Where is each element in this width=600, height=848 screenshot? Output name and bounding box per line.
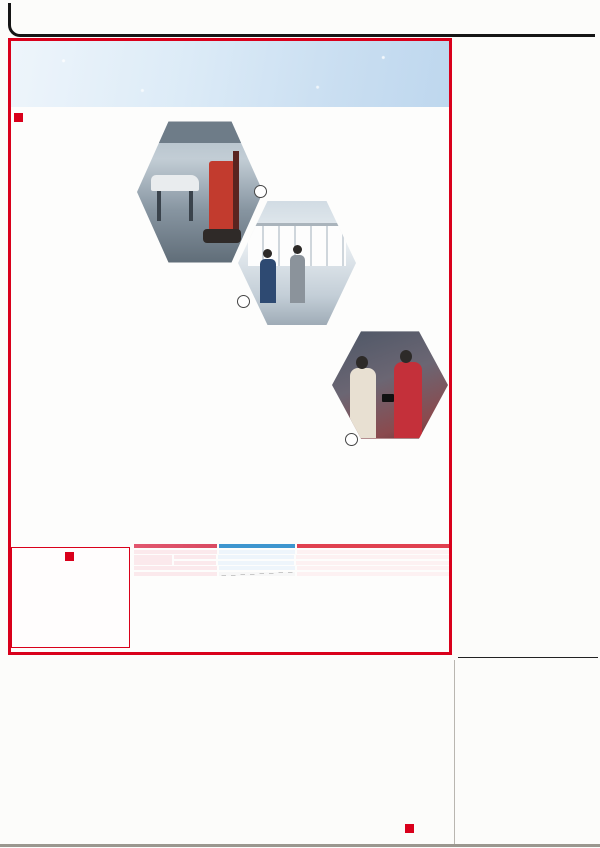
column4-top (333, 115, 445, 231)
cell-2024 (218, 561, 294, 565)
section2-body (134, 387, 255, 540)
peoples-daily-mark-icon (405, 824, 414, 833)
grants-col3-bottom (186, 770, 268, 848)
cell-category-merged (134, 555, 172, 565)
finance-article (458, 42, 598, 654)
photo2-number-badge (237, 295, 250, 308)
cell-2025 (297, 550, 449, 554)
grants-col2-top (94, 660, 176, 728)
forklift-shape (209, 161, 235, 233)
table-row (134, 572, 449, 576)
photo1-number-badge (254, 185, 267, 198)
header-2024 (219, 544, 295, 548)
clerk-head-shape2 (400, 350, 412, 363)
column-label-title (14, 113, 126, 123)
grants-col4-bottom (278, 770, 360, 848)
no-data-slash (219, 572, 295, 576)
section1-subhead (14, 268, 126, 296)
feature-intro (14, 151, 126, 255)
section1-body (14, 300, 126, 540)
cell-2025 (296, 555, 449, 559)
column-label (14, 113, 126, 126)
dual-right (172, 555, 449, 565)
lift-post-shape (157, 191, 161, 221)
cell-2025 (297, 572, 449, 576)
cell-2024 (219, 550, 295, 554)
shopper-head-shape (263, 249, 272, 258)
header-2025 (297, 544, 449, 548)
finance-body-narrow (458, 44, 530, 452)
clerk-red-vest-shape (394, 362, 422, 438)
grants-col3-top (186, 660, 268, 728)
peoples-daily-mark-icon (65, 552, 74, 561)
feature-hero (11, 41, 449, 107)
workshop-ceiling-shape (137, 117, 263, 143)
phone-shape (382, 394, 394, 402)
forklift-wheels-shape (203, 229, 241, 243)
table-header-row (134, 544, 449, 548)
feature-story-box (8, 38, 452, 655)
cell-2025 (297, 566, 449, 570)
cell-subcategory (174, 555, 216, 559)
swap-statistics-table (134, 541, 449, 649)
column2-stats (134, 271, 255, 343)
column3-mid (257, 333, 329, 415)
series-logo (370, 824, 452, 833)
section3-body (257, 459, 329, 537)
grants-col5-bottom (370, 770, 452, 822)
photo-phone-shop (332, 328, 448, 442)
grants-article (0, 660, 452, 848)
page-header (8, 3, 595, 37)
table-subrow (172, 555, 449, 559)
section3-subhead (257, 429, 329, 457)
cell-2024 (218, 555, 294, 559)
cell-subcategory (174, 561, 216, 565)
clerk-head-shape (293, 245, 302, 254)
grants-col2-bottom (94, 770, 176, 848)
grants-col4-top (278, 660, 360, 728)
cell-category (134, 550, 217, 554)
car-body-shape (151, 175, 199, 191)
clerk-grey-shape (290, 255, 305, 303)
header-category (134, 544, 217, 548)
cell-category (134, 566, 217, 570)
shopper-blue-shape (260, 259, 276, 303)
computing-article (458, 657, 598, 847)
grants-col5-top (370, 660, 452, 728)
table-subrow (172, 561, 449, 565)
page-bottom-edge (0, 844, 600, 847)
section2-subhead (134, 356, 255, 384)
column-divider (454, 660, 455, 846)
column4-side (359, 233, 445, 326)
table-dual-row (134, 555, 449, 565)
table-grid (134, 544, 449, 576)
lift-post-shape2 (189, 191, 193, 221)
cell-2024 (219, 566, 295, 570)
peoples-daily-mark-icon (14, 113, 23, 122)
photo-scrapyard-workshop (137, 117, 263, 267)
photo-captions (333, 447, 445, 537)
cell-category (134, 572, 217, 576)
photo3-number-badge (345, 433, 358, 446)
forklift-mast-shape (233, 151, 239, 237)
table-row (134, 550, 449, 554)
grants-col1 (4, 660, 86, 848)
finance-body-wide (458, 456, 598, 654)
table-row (134, 566, 449, 570)
customer-cream-coat-shape (350, 368, 376, 438)
customer-head-shape (356, 356, 368, 369)
computing-body (458, 663, 598, 803)
cell-2025 (296, 561, 449, 565)
message-board-title (16, 552, 125, 563)
message-board (11, 547, 130, 648)
column3-top (257, 115, 329, 195)
